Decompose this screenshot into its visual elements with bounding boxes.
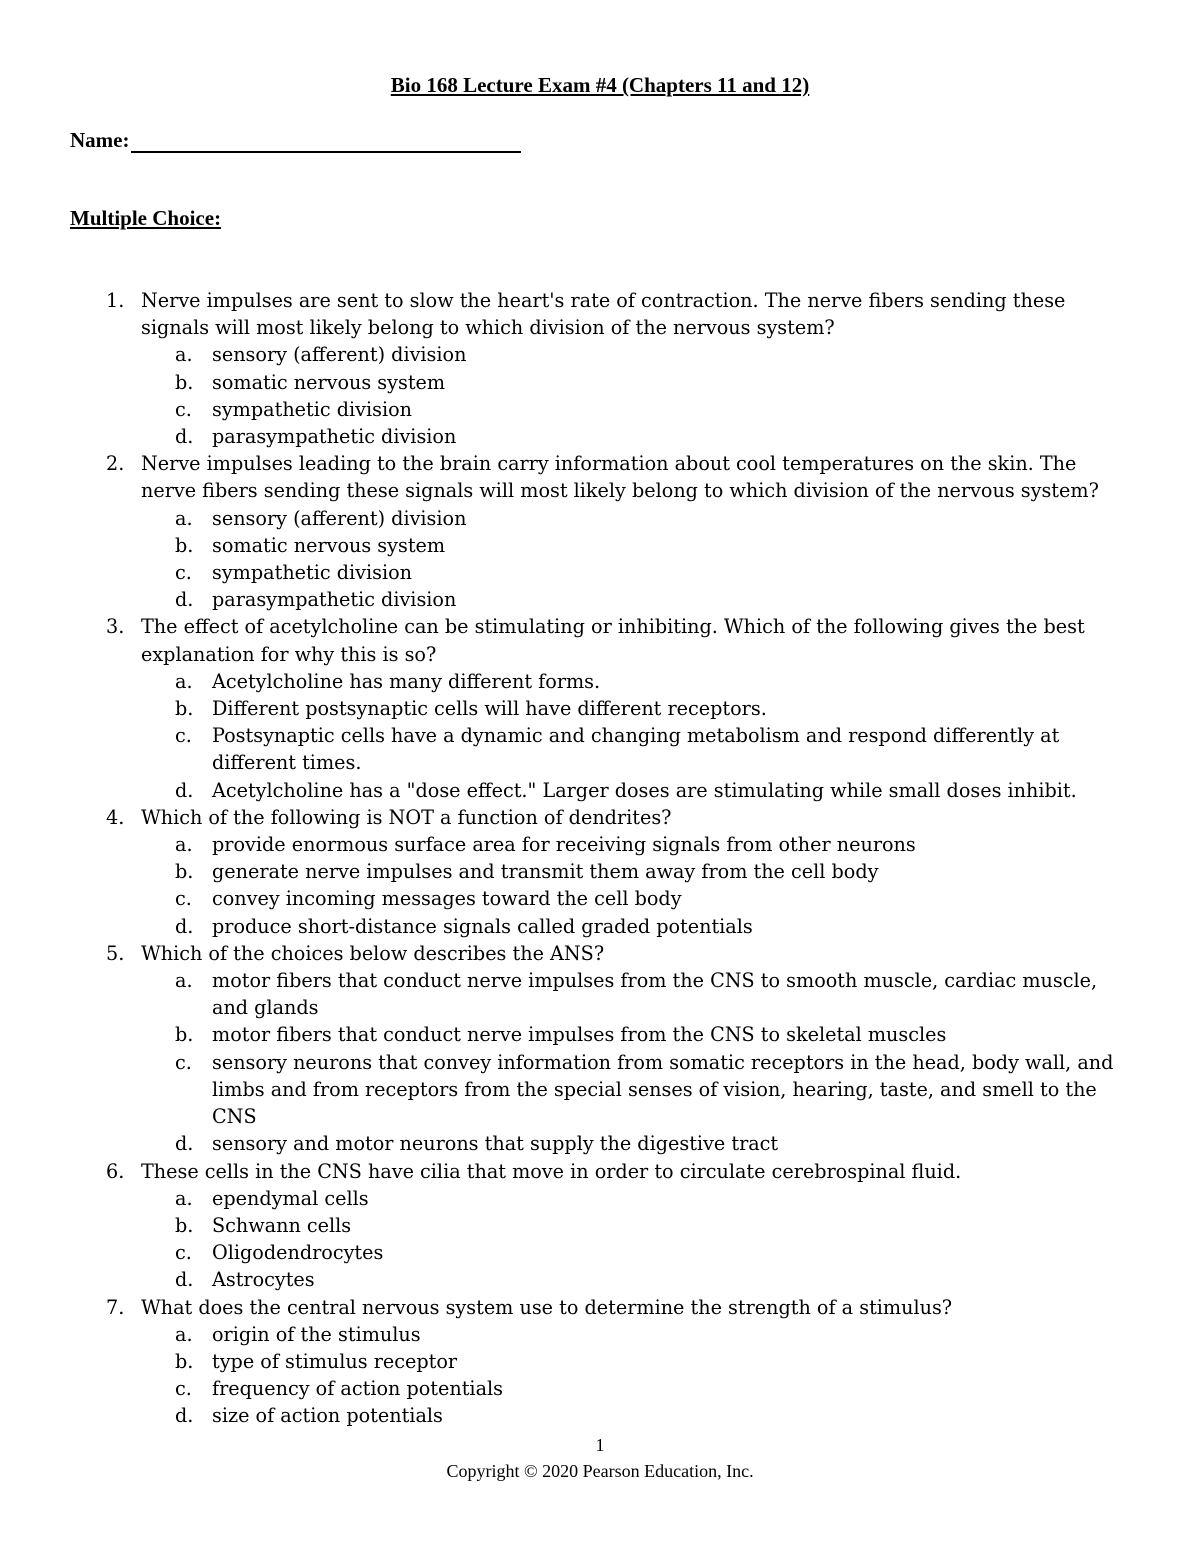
- option-letter: c.: [175, 887, 192, 911]
- option-letter: b.: [175, 1349, 194, 1373]
- option-letter: c.: [175, 724, 192, 748]
- option-text: produce short-distance signals called graded potentials: [212, 914, 753, 938]
- question-item: [0, 1294, 1200, 1430]
- option-letter: c.: [175, 1050, 192, 1074]
- option-text: ependymal cells: [212, 1186, 369, 1210]
- question-text: Nerve impulses are sent to slow the heart's rate of contraction. The nerve fibers sending these signals will most likely belong to which division of the nervous system?: [141, 289, 1066, 340]
- option-item: [141, 858, 1124, 885]
- name-field-row: [70, 128, 521, 153]
- option-text: sympathetic division: [212, 397, 413, 421]
- option-text: somatic nervous system: [212, 533, 446, 557]
- option-text: type of stimulus receptor: [212, 1349, 458, 1373]
- option-item: [141, 369, 1124, 396]
- option-item: [141, 722, 1124, 776]
- option-text: sensory (afferent) division: [212, 343, 467, 367]
- question-item: [0, 450, 1200, 613]
- option-letter: b.: [175, 697, 194, 721]
- option-text: parasympathetic division: [212, 425, 457, 449]
- question-text: These cells in the CNS have cilia that move in order to circulate cerebrospinal fluid.: [141, 1159, 962, 1183]
- option-item: [141, 559, 1124, 586]
- option-item: [141, 1185, 1124, 1212]
- question-item: [0, 613, 1200, 803]
- option-text: Acetylcholine has a "dose effect." Larger doses are stimulating while small doses inhibit.: [212, 778, 1077, 802]
- option-item: [141, 1266, 1124, 1293]
- option-list: [141, 1321, 1124, 1430]
- option-item: [141, 831, 1124, 858]
- question-item: [0, 287, 1200, 450]
- question-number: 5.: [106, 941, 125, 965]
- option-letter: d.: [175, 914, 194, 938]
- option-item: [141, 1049, 1124, 1131]
- option-text: provide enormous surface area for receiving signals from other neurons: [212, 833, 916, 857]
- option-letter: d.: [175, 425, 194, 449]
- question-item: [0, 804, 1200, 940]
- option-item: [141, 1021, 1124, 1048]
- option-letter: b.: [175, 370, 194, 394]
- question-text: Which of the choices below describes the ANS?: [141, 941, 605, 965]
- question-number: 7.: [106, 1295, 125, 1319]
- option-text: motor fibers that conduct nerve impulses from the CNS to skeletal muscles: [212, 1023, 947, 1047]
- option-text: Schwann cells: [212, 1213, 352, 1237]
- option-item: [141, 1348, 1124, 1375]
- option-letter: a.: [175, 833, 193, 857]
- option-letter: c.: [175, 1377, 192, 1401]
- option-item: [141, 695, 1124, 722]
- option-text: frequency of action potentials: [212, 1377, 503, 1401]
- option-letter: a.: [175, 969, 193, 993]
- option-letter: b.: [175, 1023, 194, 1047]
- option-letter: b.: [175, 1213, 194, 1237]
- option-item: [141, 532, 1124, 559]
- question-text: Nerve impulses leading to the brain carry information about cool temperatures on the skin. The nerve fibers sending these signals will most likely belong to which division of the nervous system?: [141, 452, 1099, 503]
- option-letter: b.: [175, 533, 194, 557]
- question-number: 1.: [106, 289, 125, 312]
- option-item: [141, 341, 1124, 368]
- page-number: 1: [595, 1435, 605, 1455]
- option-letter: a.: [175, 343, 193, 367]
- option-text: Different postsynaptic cells will have different receptors.: [212, 697, 767, 721]
- option-text: parasympathetic division: [212, 588, 457, 612]
- option-item: [141, 1130, 1124, 1157]
- option-item: [141, 967, 1124, 1021]
- option-item: [141, 1239, 1124, 1266]
- option-letter: d.: [175, 1268, 194, 1292]
- option-letter: a.: [175, 1322, 193, 1346]
- option-list: [141, 668, 1124, 804]
- option-item: [141, 777, 1124, 804]
- option-item: [141, 423, 1124, 450]
- option-item: [141, 1321, 1124, 1348]
- option-item: [141, 505, 1124, 532]
- option-list: [141, 341, 1124, 450]
- option-item: [141, 913, 1124, 940]
- question-list: [0, 287, 1200, 1430]
- question-number: 4.: [106, 805, 125, 829]
- option-text: somatic nervous system: [212, 370, 446, 394]
- option-letter: c.: [175, 1241, 192, 1265]
- option-item: [141, 1212, 1124, 1239]
- option-list: [141, 505, 1124, 614]
- option-text: generate nerve impulses and transmit them away from the cell body: [212, 860, 879, 884]
- question-item: [0, 940, 1200, 1158]
- option-letter: c.: [175, 561, 192, 585]
- option-text: motor fibers that conduct nerve impulses from the CNS to smooth muscle, cardiac muscle, and glands: [212, 969, 1098, 1020]
- option-letter: c.: [175, 397, 192, 421]
- option-letter: b.: [175, 860, 194, 884]
- option-item: [141, 396, 1124, 423]
- option-text: Acetylcholine has many different forms.: [212, 669, 601, 693]
- question-number: 3.: [106, 615, 125, 639]
- option-text: size of action potentials: [212, 1404, 443, 1428]
- question-item: [0, 1158, 1200, 1294]
- option-text: Oligodendrocytes: [212, 1241, 384, 1265]
- question-text: What does the central nervous system use to determine the strength of a stimulus?: [141, 1295, 953, 1319]
- option-item: [141, 1402, 1124, 1429]
- option-item: [141, 586, 1124, 613]
- question-number: 2.: [106, 452, 125, 476]
- option-item: [141, 668, 1124, 695]
- option-list: [141, 1185, 1124, 1294]
- question-text: Which of the following is NOT a function of dendrites?: [141, 805, 672, 829]
- option-text: origin of the stimulus: [212, 1322, 421, 1346]
- option-list: [141, 831, 1124, 940]
- option-text: Postsynaptic cells have a dynamic and changing metabolism and respond differently at different times.: [212, 724, 1060, 775]
- option-letter: a.: [175, 506, 193, 530]
- option-text: sympathetic division: [212, 561, 413, 585]
- option-letter: d.: [175, 1132, 194, 1156]
- option-letter: a.: [175, 669, 193, 693]
- option-list: [141, 967, 1124, 1157]
- name-label: Name:: [70, 128, 130, 152]
- option-item: [141, 885, 1124, 912]
- question-number: 6.: [106, 1159, 125, 1183]
- question-text: The effect of acetylcholine can be stimulating or inhibiting. Which of the following gives the best explanation for why this is so?: [141, 615, 1085, 666]
- exam-title: Bio 168 Lecture Exam #4 (Chapters 11 and 12): [390, 73, 810, 97]
- option-text: sensory and motor neurons that supply the digestive tract: [212, 1132, 779, 1156]
- option-letter: a.: [175, 1186, 193, 1210]
- copyright-notice: Copyright © 2020 Pearson Education, Inc.: [446, 1461, 754, 1481]
- option-text: convey incoming messages toward the cell body: [212, 887, 682, 911]
- option-item: [141, 1375, 1124, 1402]
- option-text: Astrocytes: [212, 1268, 315, 1292]
- option-text: sensory neurons that convey information from somatic receptors in the head, body wall, and limbs and from receptors from the special senses of vision, hearing, taste, and smell to the CNS: [212, 1050, 1114, 1129]
- option-letter: d.: [175, 588, 194, 612]
- option-text: sensory (afferent) division: [212, 506, 467, 530]
- option-letter: d.: [175, 778, 194, 802]
- section-heading: Multiple Choice:: [70, 206, 222, 230]
- name-blank-line: [131, 129, 521, 153]
- option-letter: d.: [175, 1404, 194, 1428]
